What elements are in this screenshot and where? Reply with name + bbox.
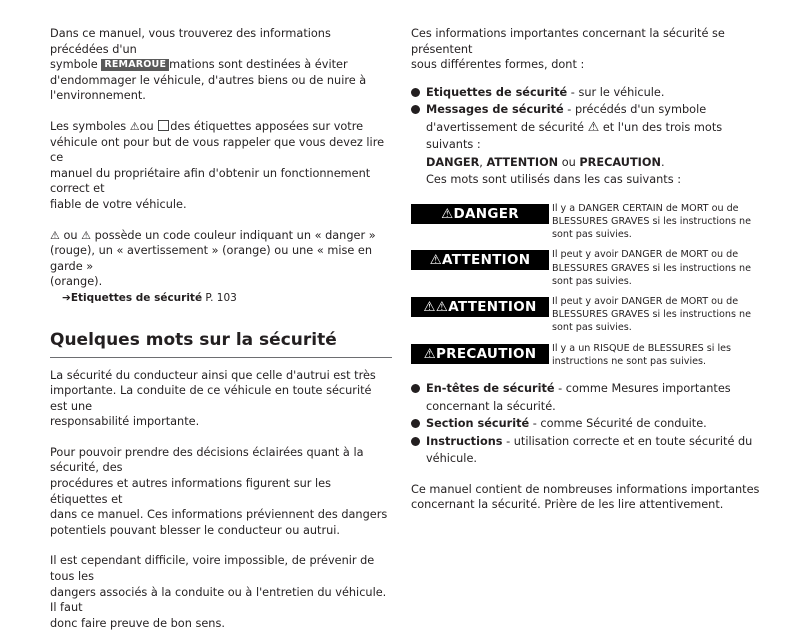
bullet-icon [411, 419, 420, 428]
warning-triangle-icon: ⚠ [81, 228, 92, 242]
bullet-text: - comme Sécurité de conduite. [529, 417, 707, 431]
text-line: donc faire preuve de bon sens. [50, 616, 225, 630]
text-line: des étiquettes apposées sur votre [170, 119, 364, 133]
bullet-text: - sur le véhicule. [567, 85, 665, 99]
warning-triangle-icon: ⚠ [423, 345, 436, 362]
warning-triangle-icon: ⚠ [587, 119, 600, 135]
signal-label-text: PRECAUTION [435, 345, 537, 362]
signal-description: Il y a un RISQUE de BLESSURES si les instructions ne sont pas suivies. [552, 342, 732, 367]
text-line: dangers associés à la conduite ou à l'entretien du véhicule. Il faut [50, 585, 387, 615]
bullet-text: - comme Mesures importantes [554, 382, 731, 396]
bullet-labels [411, 84, 763, 102]
signal-precaution [411, 342, 763, 368]
text-line: ou [139, 119, 154, 133]
text-line: Dans ce manuel, vous trouverez des informations précédées d'un [50, 27, 331, 56]
safety-paragraph-1 [50, 368, 392, 430]
bullet-text: , [479, 155, 487, 169]
signal-attention-double [411, 295, 763, 335]
right-column [411, 26, 763, 513]
attention-label [411, 297, 549, 317]
warning-triangle-icon: ⚠ [129, 119, 140, 133]
text-line: (rouge), un « avertissement » (orange) ou une « mise en garde » [50, 244, 372, 273]
text-line: Les symboles [50, 119, 130, 133]
signal-label-text: ATTENTION [448, 299, 537, 315]
color-code-paragraph [50, 228, 392, 290]
attention-label [411, 250, 549, 270]
text-line: Pour pouvoir prendre des décisions éclairées quant à la sécurité, des [50, 445, 364, 475]
bullet-title: En-têtes de sécurité [426, 382, 555, 396]
bullet-text: - utilisation correcte et en toute sécurité du véhicule. [426, 434, 753, 466]
text-line: concernant la sécurité. Prière de les lire attentivement. [411, 498, 724, 512]
bullet-text: . [660, 155, 665, 169]
text-line: véhicule ont pour but de vous rappeler que vous devez lire ce [50, 135, 385, 165]
reference-label: Etiquettes de sécurité [70, 291, 203, 304]
bullet-icon [411, 88, 420, 97]
warning-triangle-icon: ⚠ [50, 228, 60, 242]
section-heading: Quelques mots sur la sécurité [50, 329, 392, 358]
label-symbol-icon [158, 120, 169, 131]
bullet-title: Instructions [426, 434, 503, 448]
warning-triangle-icon: ⚠⚠ [423, 299, 449, 315]
text-line: (orange). [50, 275, 103, 289]
text-line: symbole [50, 58, 102, 72]
signal-attention [411, 248, 763, 288]
signal-label-text: DANGER [453, 205, 519, 222]
precaution-label [411, 344, 549, 364]
right-intro [411, 26, 763, 73]
bullet-icon [411, 105, 420, 114]
text-line: responsabilité importante. [50, 415, 200, 429]
left-column [50, 26, 392, 631]
bullet-text: d'avertissement de sécurité [426, 120, 588, 134]
warning-triangle-icon: ⚠ [429, 252, 443, 269]
signal-word: DANGER [426, 155, 480, 169]
text-line: mations sont destinées à éviter [169, 58, 348, 72]
bullet-title: Messages de sécurité [426, 103, 564, 117]
remarque-badge: REMAROUE [101, 59, 169, 71]
warning-triangle-icon: ⚠ [441, 205, 454, 222]
bullet-icon [411, 384, 420, 393]
text-line: l'environnement. [50, 89, 146, 103]
bullet-text: ou [558, 155, 580, 169]
text-line: d'endommager le véhicule, d'autres biens ou de nuire à [50, 73, 367, 87]
danger-label [411, 204, 549, 224]
text-line: sous différentes formes, dont : [411, 58, 585, 72]
text-line: potentiels pouvant blesser le conducteur ou autrui. [50, 523, 340, 537]
signal-word: PRECAUTION [579, 155, 661, 169]
text-line: Ce manuel contient de nombreuses informations importantes [411, 482, 760, 496]
text-line: manuel du propriétaire afin d'obtenir un fonctionnement correct et [50, 166, 371, 196]
bullet-text: et l'un des trois mots suivants : [426, 120, 723, 152]
text-line: dans ce manuel. Ces informations préviennent des dangers [50, 508, 388, 522]
safety-paragraph-2 [50, 445, 392, 539]
reference-page: P. 103 [202, 291, 237, 304]
reference-arrow-icon: ➔ [62, 291, 71, 304]
bullet-messages [411, 101, 763, 189]
signal-word: ATTENTION [486, 155, 559, 169]
signal-label-text: ATTENTION [442, 252, 531, 269]
text-line: importante. La conduite de ce véhicule en toute sécurité est une [50, 384, 372, 413]
signal-danger [411, 202, 763, 242]
bullet-section [411, 415, 763, 433]
signal-description: Il y a DANGER CERTAIN de MORT ou de BLESSURES GRAVES si les instructions ne sont pas suivies. [552, 202, 752, 241]
signal-description: Il peut y avoir DANGER de MORT ou de BLESSURES GRAVES si les instructions ne sont pas suivies. [552, 249, 752, 287]
bullet-title: Etiquettes de sécurité [426, 85, 568, 99]
text-line: Il est cependant difficile, voire impossible, de prévenir de tous les [50, 554, 375, 584]
bullet-headers [411, 380, 763, 415]
bullet-text: Ces mots sont utilisés dans les cas suivants : [426, 173, 682, 187]
text-line: procédures et autres informations figurent sur les étiquettes et [50, 477, 332, 506]
bullet-title: Section sécurité [426, 417, 530, 431]
text-line: possède un code couleur indiquant un « danger » [94, 228, 376, 242]
symbols-paragraph [50, 119, 392, 213]
safety-paragraph-3 [50, 553, 392, 631]
bullet-instructions [411, 433, 763, 468]
text-line: La sécurité du conducteur ainsi que celle d'autrui est très [50, 368, 376, 382]
signal-description: Il peut y avoir DANGER de MORT ou de BLESSURES GRAVES si les instructions ne sont pas suivies. [552, 296, 752, 334]
bullet-text: - précédés d'un symbole [563, 103, 707, 117]
text-line: Ces informations importantes concernant la sécurité se présentent [411, 27, 725, 56]
text-line: fiable de votre véhicule. [50, 197, 187, 211]
intro-paragraph [50, 26, 392, 104]
right-outro [411, 482, 763, 513]
bullet-icon [411, 437, 420, 446]
bullet-text: concernant la sécurité. [426, 399, 556, 413]
cross-reference-link[interactable] [62, 291, 392, 307]
text-line: ou [59, 228, 82, 242]
